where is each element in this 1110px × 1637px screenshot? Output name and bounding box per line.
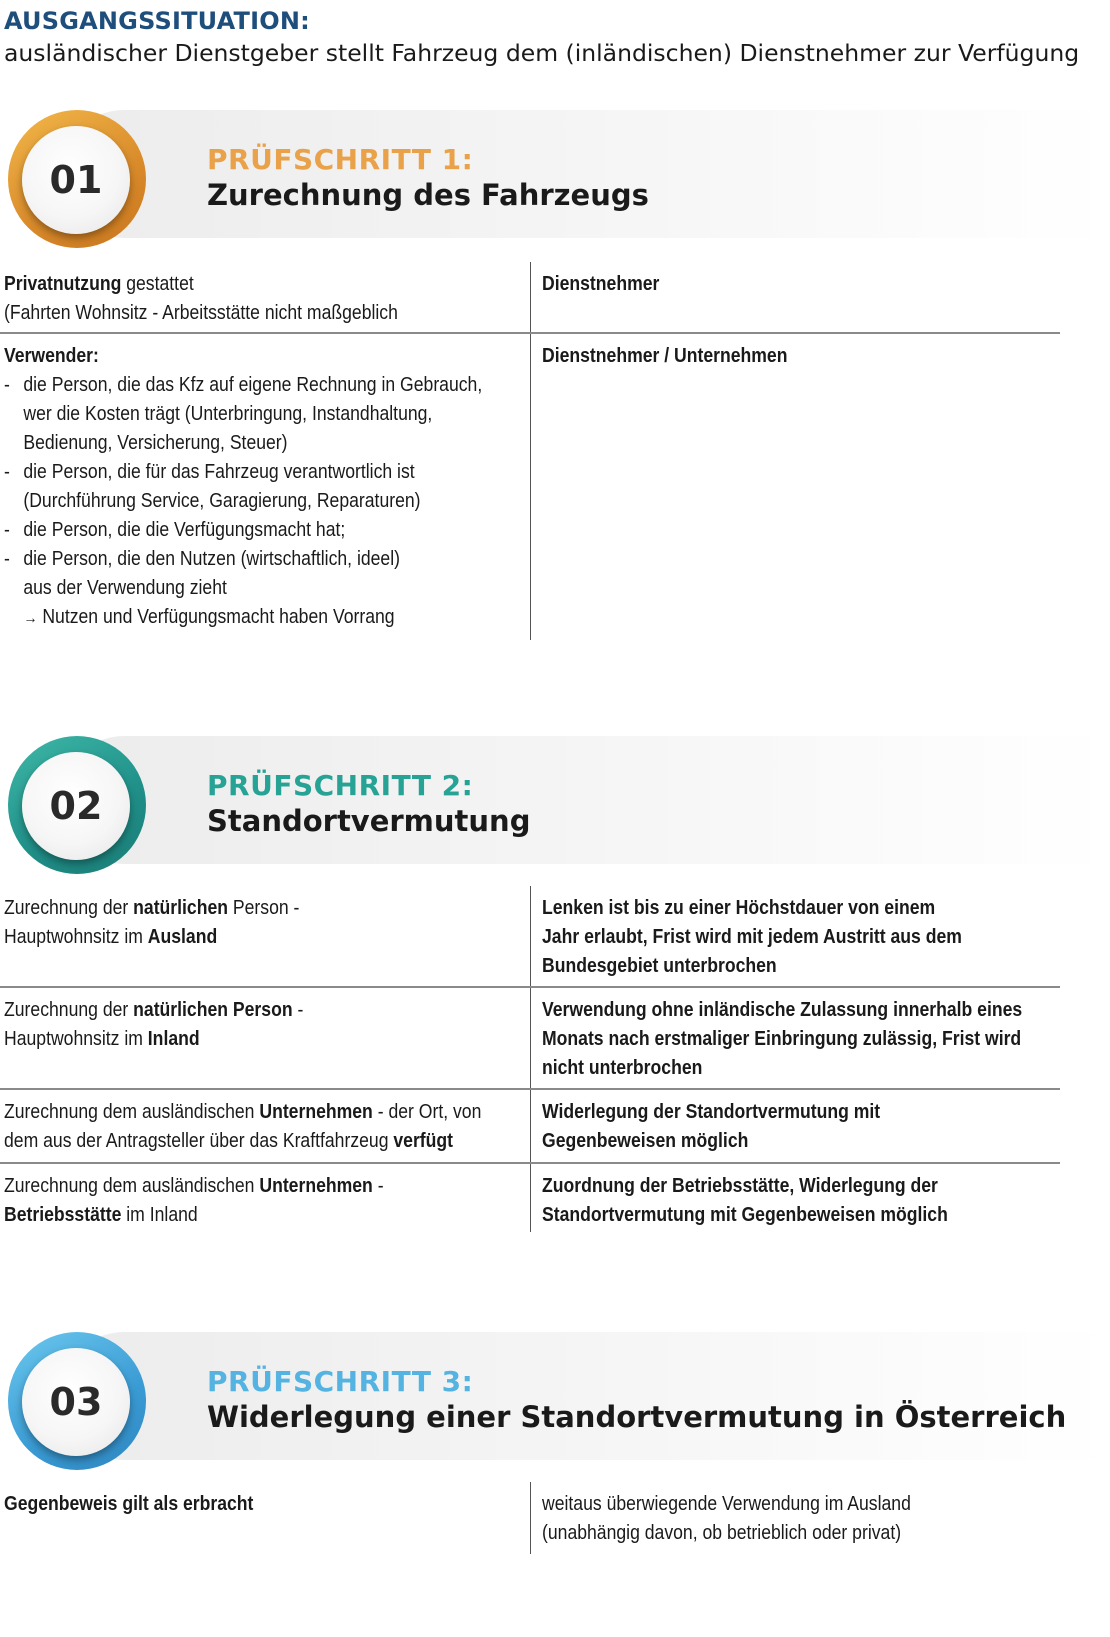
intro bbox=[4, 6, 1104, 70]
table-row bbox=[0, 334, 1060, 640]
cell-right: Zuordnung der Betriebsstätte, Widerlegung der bbox=[542, 1175, 938, 1197]
step-3-table bbox=[0, 1482, 1060, 1554]
table-row bbox=[0, 1164, 1060, 1234]
cell-left-line2: Hauptwohnsitz im Ausland bbox=[4, 926, 218, 948]
cell-right: nicht unterbrochen bbox=[542, 1057, 703, 1079]
step-1-title: Zurechnung des Fahrzeugs bbox=[207, 178, 649, 212]
cell-left: Privatnutzung gestattet bbox=[4, 273, 194, 295]
cell-right: Bundesgebiet unterbrochen bbox=[542, 955, 777, 977]
step-3-title: Widerlegung einer Standortvermutung in Österreich bbox=[207, 1400, 1067, 1434]
cell-right: Lenken ist bis zu einer Höchstdauer von einem bbox=[542, 897, 936, 919]
list-item-cont: wer die Kosten trägt (Unterbringung, Instandhaltung, bbox=[23, 403, 433, 425]
list-item-cont: aus der Verwendung zieht bbox=[23, 577, 227, 599]
step-3-badge bbox=[8, 1332, 146, 1470]
step-2-title: Standortvermutung bbox=[207, 804, 531, 838]
table-row bbox=[0, 1090, 1060, 1164]
cell-right: Widerlegung der Standortvermutung mit bbox=[542, 1101, 881, 1123]
cell-left-line2: (Fahrten Wohnsitz - Arbeitsstätte nicht maßgeblich bbox=[4, 302, 398, 324]
intro-title: AUSGANGSSITUATION: bbox=[4, 7, 310, 35]
step-3-label: PRÜFSCHRITT 3: bbox=[207, 1365, 474, 1398]
step-2-badge bbox=[8, 736, 146, 874]
list-item: - die Person, die für das Fahrzeug verantwortlich ist bbox=[4, 461, 415, 483]
cell-left-line2: Hauptwohnsitz im Inland bbox=[4, 1028, 200, 1050]
cell-left-line2: dem aus der Antragsteller über das Kraftfahrzeug verfügt bbox=[4, 1130, 454, 1152]
cell-left: Zurechnung dem ausländischen Unternehmen - bbox=[4, 1175, 384, 1197]
verwender-heading: Verwender: bbox=[4, 345, 99, 367]
cell-right: Monats nach erstmaliger Einbringung zulässig, Frist wird bbox=[542, 1028, 1022, 1050]
cell-right: weitaus überwiegende Verwendung im Ausland bbox=[542, 1493, 911, 1515]
arrow-note: → Nutzen und Verfügungsmacht haben Vorrang bbox=[23, 606, 395, 628]
cell-right: Dienstnehmer / Unternehmen bbox=[542, 345, 788, 367]
cell-right: Jahr erlaubt, Frist wird mit jedem Austritt aus dem bbox=[542, 926, 962, 948]
cell-left: Zurechnung dem ausländischen Unternehmen - der Ort, von bbox=[4, 1101, 482, 1123]
step-1-table bbox=[0, 262, 1060, 640]
step-3-number: 03 bbox=[49, 1380, 103, 1424]
step-1-number: 01 bbox=[49, 158, 103, 202]
table-row bbox=[0, 1482, 1060, 1554]
list-item: - die Person, die das Kfz auf eigene Rechnung in Gebrauch, bbox=[4, 374, 483, 396]
cell-right: Dienstnehmer bbox=[542, 273, 660, 295]
cell-right: Verwendung ohne inländische Zulassung innerhalb eines bbox=[542, 999, 1023, 1021]
table-row bbox=[0, 988, 1060, 1090]
cell-left: Zurechnung der natürlichen Person - bbox=[4, 897, 300, 919]
list-item: - die Person, die die Verfügungsmacht hat; bbox=[4, 519, 346, 541]
intro-text: ausländischer Dienstgeber stellt Fahrzeug dem (inländischen) Dienstnehmer zur Verfügung bbox=[4, 39, 1080, 67]
cell-left: Gegenbeweis gilt als erbracht bbox=[4, 1493, 254, 1515]
table-row bbox=[0, 886, 1060, 988]
step-2-label: PRÜFSCHRITT 2: bbox=[207, 769, 474, 802]
step-2-number: 02 bbox=[49, 784, 103, 828]
list-item: - die Person, die den Nutzen (wirtschaftlich, ideel) bbox=[4, 548, 401, 570]
table-row bbox=[0, 262, 1060, 334]
arrow-icon: → bbox=[23, 610, 38, 627]
list-item-cont: (Durchführung Service, Garagierung, Reparaturen) bbox=[23, 490, 421, 512]
step-2-table bbox=[0, 886, 1060, 1232]
step-1-label: PRÜFSCHRITT 1: bbox=[207, 143, 474, 176]
cell-left-line2: Betriebsstätte im Inland bbox=[4, 1204, 198, 1226]
cell-left: Zurechnung der natürlichen Person - bbox=[4, 999, 304, 1021]
list-item-cont: Bedienung, Versicherung, Steuer) bbox=[23, 432, 288, 454]
cell-right: (unabhängig davon, ob betrieblich oder privat) bbox=[542, 1522, 902, 1544]
cell-right: Standortvermutung mit Gegenbeweisen möglich bbox=[542, 1204, 948, 1226]
step-1-badge bbox=[8, 110, 146, 248]
cell-right: Gegenbeweisen möglich bbox=[542, 1130, 749, 1152]
